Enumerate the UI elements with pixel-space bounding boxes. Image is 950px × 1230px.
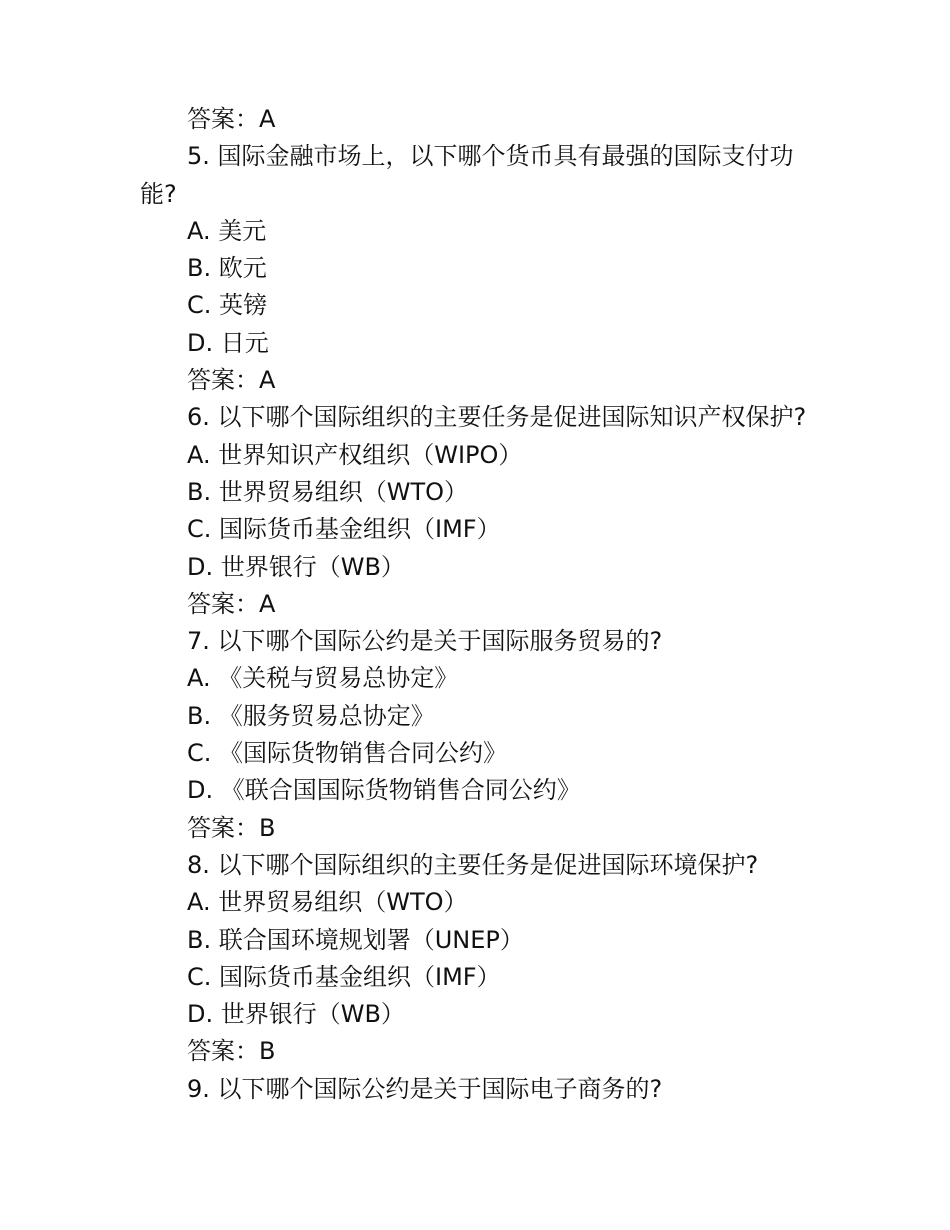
question-9: 9. 以下哪个国际公约是关于国际电子商务的? xyxy=(187,1074,663,1103)
question-7: 7. 以下哪个国际公约是关于国际服务贸易的? xyxy=(187,627,663,656)
document-body xyxy=(140,101,820,1108)
answer-6: 答案：A xyxy=(187,589,276,618)
question-7-option-d: D. 《联合国国际货物销售合同公约》 xyxy=(187,776,581,805)
question-5-option-a: A. 美元 xyxy=(187,216,267,245)
question-6-option-b: B. 世界贸易组织（WTO） xyxy=(187,477,469,506)
answer-5: 答案：A xyxy=(187,366,276,395)
answer-7: 答案：B xyxy=(187,813,276,842)
answer-8: 答案：B xyxy=(187,1037,276,1066)
question-6-option-c: C. 国际货币基金组织（IMF） xyxy=(187,515,501,544)
question-7-option-b: B. 《服务贸易总协定》 xyxy=(187,701,435,730)
question-6: 6. 以下哪个国际组织的主要任务是促进国际知识产权保护? xyxy=(187,403,807,432)
question-6-option-a: A. 世界知识产权组织（WIPO） xyxy=(187,440,523,469)
question-5-option-d: D. 日元 xyxy=(187,328,269,357)
question-7-option-a: A. 《关税与贸易总协定》 xyxy=(187,664,459,693)
question-8-option-d: D. 世界银行（WB） xyxy=(187,1000,405,1029)
question-8-option-a: A. 世界贸易组织（WTO） xyxy=(187,888,468,917)
question-7-option-c: C. 《国际货物销售合同公约》 xyxy=(187,739,508,768)
question-6-option-d: D. 世界银行（WB） xyxy=(187,552,405,581)
answer-4: 答案：A xyxy=(187,105,276,133)
question-8-option-c: C. 国际货币基金组织（IMF） xyxy=(187,962,501,991)
question-8-option-b: B. 联合国环境规划署（UNEP） xyxy=(187,925,524,954)
question-5-option-b: B. 欧元 xyxy=(187,254,267,283)
question-5-option-c: C. 英镑 xyxy=(187,291,268,320)
question-5: 5. 国际金融市场上，以下哪个货币具有最强的国际支付功能? xyxy=(140,142,794,208)
question-8: 8. 以下哪个国际组织的主要任务是促进国际环境保护? xyxy=(187,850,759,879)
